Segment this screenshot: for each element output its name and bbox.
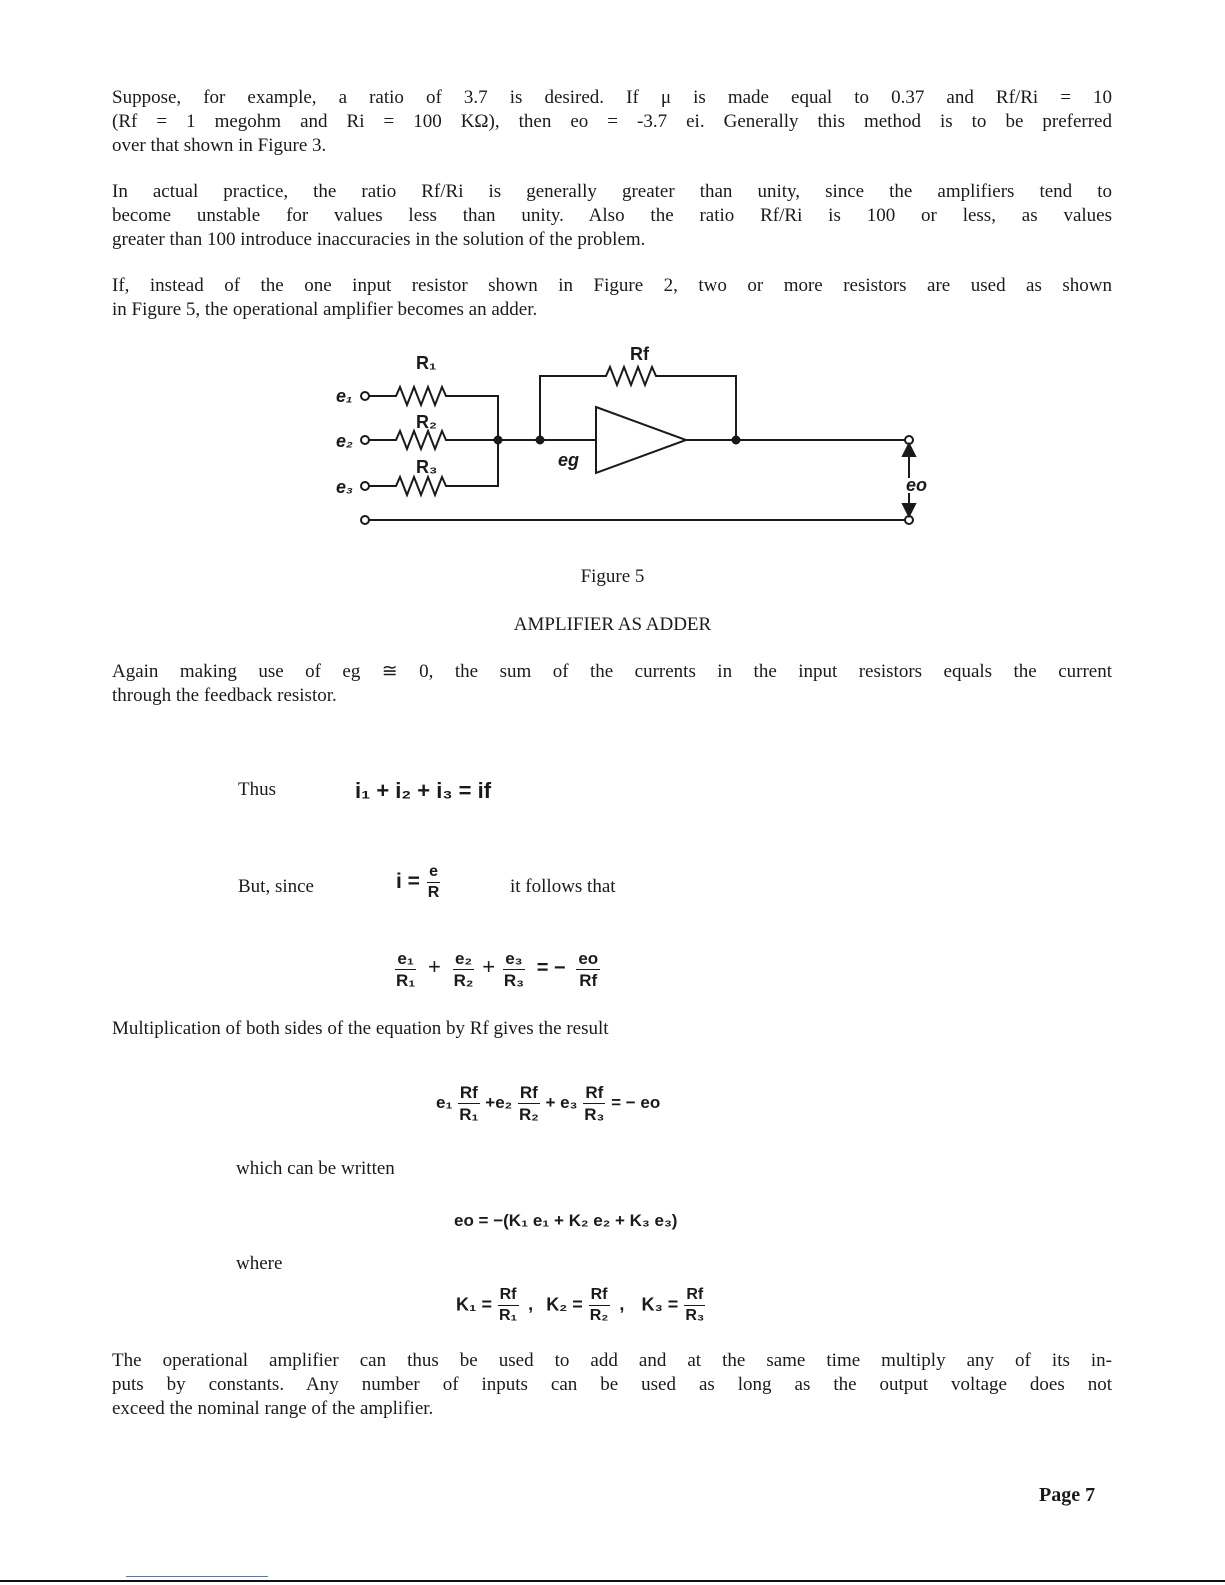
plus-sign: + <box>482 953 496 979</box>
equals-minus: = − <box>536 956 566 979</box>
equation-k-form: eo = −(K₁ e₁ + K₂ e₂ + K₃ e₃) <box>454 1211 678 1230</box>
fraction-numerator: Rf <box>498 1287 519 1306</box>
fraction-numerator: e₃ <box>505 949 523 968</box>
term-e1: e₁ <box>436 1092 453 1112</box>
text-line: Multiplication of both sides of the equation by Rf gives the result <box>112 1018 609 1039</box>
separator: , <box>619 1294 625 1315</box>
term-e3: + e₃ <box>545 1092 578 1112</box>
bottom-border <box>0 1580 1225 1582</box>
fraction-denominator: R₁ <box>396 971 416 990</box>
equation-current-fractions <box>394 950 600 989</box>
paragraph-practice <box>112 180 1112 252</box>
where-label: where <box>236 1253 283 1274</box>
ground-terminal <box>361 516 369 524</box>
fraction <box>452 950 476 989</box>
page-number: Page 7 <box>1039 1484 1096 1506</box>
figure-caption: AMPLIFIER AS ADDER <box>513 614 712 635</box>
label-e1: e₁ <box>336 386 353 406</box>
text-line: in Figure 5, the operational amplifier becomes an adder. <box>112 299 538 320</box>
k3-label: K₃ = <box>641 1294 679 1315</box>
text-line: through the feedback resistor. <box>112 685 337 706</box>
text-line: (Rf = 1 megohm and Ri = 100 KΩ), then eo = -3.7 ei. Generally this method is to be preferred <box>112 111 1112 132</box>
label-eg: eg <box>558 450 580 470</box>
fraction-denominator: R₃ <box>503 971 524 990</box>
input-resistor-r2 <box>361 431 596 449</box>
fraction-denominator: R₃ <box>584 1105 605 1124</box>
fraction-denominator: R₁ <box>459 1105 479 1124</box>
fraction-numerator: e <box>427 864 440 883</box>
k2-label: K₂ = <box>546 1294 583 1315</box>
fraction <box>517 1084 541 1123</box>
fraction-numerator: e₂ <box>455 949 473 968</box>
fraction <box>497 1287 519 1324</box>
text-line: Again making use of eg ≅ 0, the sum of the currents in the input resistors equals the current <box>112 661 1112 682</box>
fraction <box>426 864 442 901</box>
label-r3: R₃ <box>416 457 438 477</box>
fraction <box>394 950 417 989</box>
fraction-denominator: Rf <box>579 971 598 990</box>
plus-sign: + <box>428 953 441 979</box>
fraction-denominator: R <box>427 884 440 901</box>
bottom-link-underline <box>126 1576 268 1577</box>
paragraph-currents <box>112 660 1112 708</box>
arrow-head-up <box>903 444 915 456</box>
fraction-denominator: R₃ <box>685 1307 705 1324</box>
text-line: If, instead of the one input resistor shown in Figure 2, two or more resistors are used as shown <box>112 275 1112 296</box>
fraction <box>576 950 600 989</box>
fraction-numerator: Rf <box>519 1083 538 1102</box>
fraction-numerator: Rf <box>684 1287 705 1306</box>
fraction-numerator: Rf <box>585 1083 604 1102</box>
k1-label: K₁ = <box>456 1294 492 1315</box>
equation-rhs: = − eo <box>611 1092 661 1112</box>
text-line: puts by constants. Any number of inputs can be used as long as the output voltage does not <box>112 1374 1112 1395</box>
paragraph-ratio-example <box>112 86 1112 158</box>
fraction-numerator: Rf <box>459 1083 478 1102</box>
term-e2: +e₂ <box>485 1092 513 1112</box>
label-e3: e₃ <box>336 477 354 497</box>
paragraph-adder-intro <box>112 274 1112 322</box>
label-r1: R₁ <box>416 353 437 373</box>
which-label: which can be written <box>236 1158 395 1179</box>
fraction-denominator: R₂ <box>589 1307 609 1324</box>
fraction-denominator: R₁ <box>498 1307 518 1324</box>
fraction-denominator: R₂ <box>453 971 474 990</box>
fraction-denominator: R₂ <box>518 1105 539 1124</box>
label-rf: Rf <box>630 344 649 364</box>
fraction-numerator: eo <box>578 949 599 968</box>
equation-ohms-law <box>396 864 441 901</box>
fraction <box>582 1084 606 1123</box>
eq-i-lhs: i = <box>396 870 420 894</box>
fraction <box>502 950 526 989</box>
figure-number: Figure 5 <box>580 566 645 587</box>
fraction-numerator: Rf <box>589 1287 610 1306</box>
text-line: Suppose, for example, a ratio of 3.7 is desired. If μ is made equal to 0.37 and Rf/Ri = 10 <box>112 87 1112 108</box>
text-line: exceed the nominal range of the amplifier. <box>112 1398 434 1419</box>
fraction <box>588 1287 611 1324</box>
feedback-resistor-rf <box>540 367 736 440</box>
fraction <box>683 1287 706 1324</box>
text-line: In actual practice, the ratio Rf/Ri is generally greater than unity, since the amplifiers tend to <box>112 181 1112 202</box>
follows-label: it follows that <box>510 876 616 897</box>
multiplication-line <box>112 1017 1112 1041</box>
equation-current-sum: i₁ + i₂ + i₃ = if <box>355 778 492 803</box>
paragraph-conclusion <box>112 1349 1112 1421</box>
fraction <box>457 1084 480 1123</box>
equation-k-definitions <box>456 1287 706 1324</box>
text-line: become unstable for values less than unity. Also the ratio Rf/Ri is 100 or less, as values <box>112 205 1112 226</box>
text-line: greater than 100 introduce inaccuracies in the solution of the problem. <box>112 229 646 250</box>
amplifier-triangle <box>596 407 686 473</box>
thus-label: Thus <box>238 779 276 800</box>
label-eo: eo <box>906 475 928 495</box>
arrow-head-down <box>903 504 915 516</box>
text-line: over that shown in Figure 3. <box>112 135 327 156</box>
label-r2: R₂ <box>416 412 437 432</box>
but-since-label: But, since <box>238 876 314 897</box>
separator: , <box>528 1294 534 1315</box>
label-e2: e₂ <box>336 431 353 451</box>
equation-multiplied <box>436 1084 660 1123</box>
fraction-numerator: e₁ <box>397 949 414 968</box>
adder-circuit-diagram <box>320 338 928 534</box>
junction-dot <box>495 437 502 444</box>
text-line: The operational amplifier can thus be used to add and at the same time multiply any of its in- <box>112 1350 1112 1371</box>
